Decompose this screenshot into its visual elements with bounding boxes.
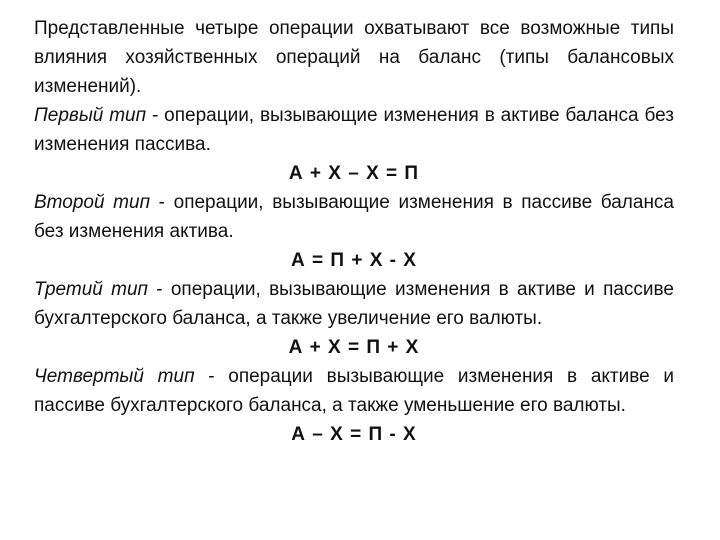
- type-3-paragraph: [34, 275, 674, 333]
- type-4-text: - операции вызывающие изменения в активе и пассиве бухгалтерского баланса, а также уменьшение его валюты.: [34, 366, 674, 416]
- type-2-paragraph: [34, 188, 674, 246]
- type-1-paragraph: [34, 101, 674, 159]
- type-4-paragraph: [34, 362, 674, 420]
- type-2-text: - операции, вызывающие изменения в пассиве баланса без изменения актива.: [34, 192, 675, 242]
- type-4-formula: А – Х = П - Х: [291, 424, 417, 445]
- type-4-label: Четвертый тип: [34, 366, 195, 387]
- intro-paragraph: Представленные четыре операции охватывают все возможные типы влияния хозяйственных операций на баланс (типы балансовых изменений).: [34, 18, 674, 97]
- document-body: [34, 14, 674, 449]
- type-1-text: - операции, вызывающие изменения в активе баланса без изменения пассива.: [34, 105, 675, 155]
- type-1-formula: А + Х – Х = П: [288, 163, 420, 184]
- type-2-label: Второй тип: [34, 192, 151, 213]
- type-3-text: - операции, вызывающие изменения в активе и пассиве бухгалтерского баланса, а также увеличение его валюты.: [34, 279, 674, 329]
- type-2-formula: А = П + Х - Х: [291, 250, 417, 271]
- type-3-formula: А + Х = П + Х: [288, 337, 420, 358]
- type-1-label: Первый тип: [34, 105, 147, 126]
- type-3-label: Третий тип: [34, 279, 148, 300]
